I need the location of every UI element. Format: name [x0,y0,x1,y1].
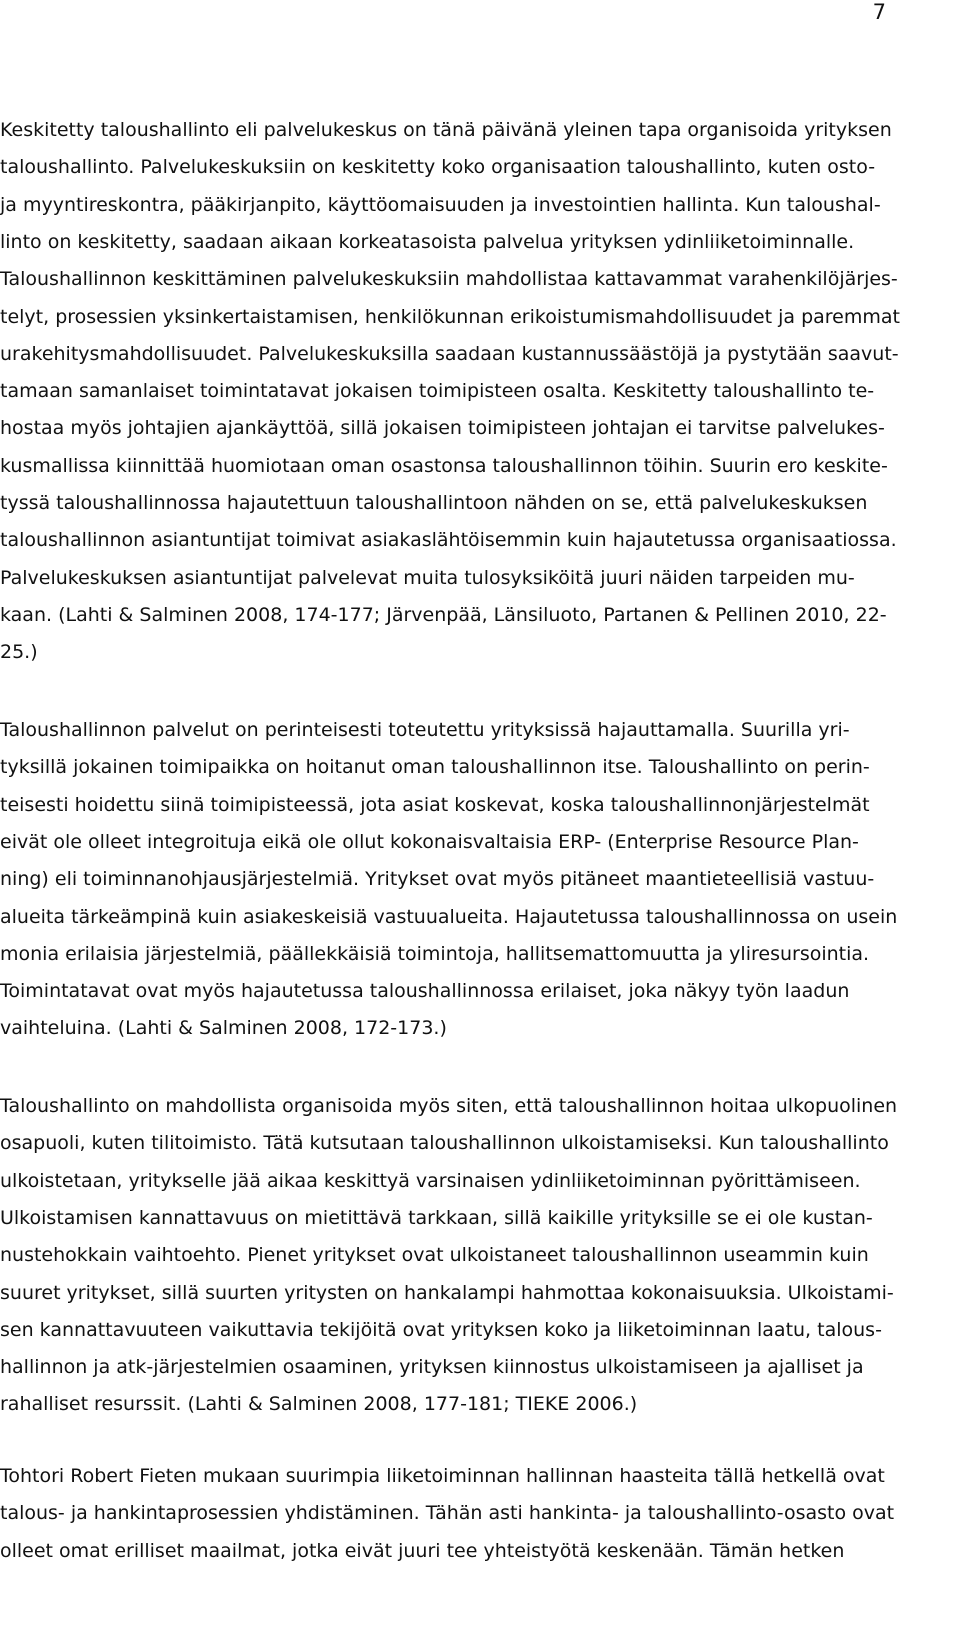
text-line: kusmallissa kiinnittää huomiotaan oman osastonsa taloushallinnon töihin. Suurin ero keskite- [0,455,888,477]
text-line: Taloushallinto on mahdollista organisoida myös siten, että taloushallinnon hoitaa ulkopuolinen [0,1095,898,1117]
text-line: sen kannattavuuteen vaikuttavia tekijöitä ovat yrityksen koko ja liiketoiminnan laatu, talous- [0,1319,882,1341]
text-line: linto on keskitetty, saadaan aikaan korkeatasoista palvelua yrityksen ydinliiketoiminnalle. [0,231,855,253]
text-line: rahalliset resurssit. (Lahti & Salminen 2008, 177-181; TIEKE 2006.) [0,1393,638,1415]
text-line: osapuoli, kuten tilitoimisto. Tätä kutsutaan taloushallinnon ulkoistamiseksi. Kun taloushallinto [0,1132,889,1154]
text-line: alueita tärkeämpinä kuin asiakeskeisiä vastuualueita. Hajautetussa taloushallinnossa on usein [0,906,898,928]
text-line: Toimintatavat ovat myös hajautetussa taloushallinnossa erilaiset, joka näkyy työn laadun [0,980,850,1002]
text-line: Keskitetty taloushallinto eli palvelukeskus on tänä päivänä yleinen tapa organisoida yrityksen [0,119,892,141]
text-line: kaan. (Lahti & Salminen 2008, 174-177; Järvenpää, Länsiluoto, Partanen & Pellinen 2010, 22- [0,604,887,626]
text-line: Tohtori Robert Fieten mukaan suurimpia liiketoiminnan hallinnan haasteita tällä hetkellä ovat [0,1465,885,1487]
text-line: tyksillä jokainen toimipaikka on hoitanut oman taloushallinnon itse. Taloushallinto on perin- [0,756,870,778]
text-line: talous- ja hankintaprosessien yhdistäminen. Tähän asti hankinta- ja taloushallinto-osasto ovat [0,1502,895,1524]
text-line: suuret yritykset, sillä suurten yritysten on hankalampi hahmottaa kokonaisuuksia. Ulkoistami- [0,1282,894,1304]
text-line: teisesti hoidettu siinä toimipisteessä, jota asiat koskevat, koska taloushallinnonjärjestelmät [0,794,870,816]
text-line: taloushallinto. Palvelukeskuksiin on keskitetty koko organisaation taloushallinto, kuten osto- [0,156,876,178]
text-line: ning) eli toiminnanohjausjärjestelmiä. Yritykset ovat myös pitäneet maantieteellisiä vastuu- [0,868,875,890]
text-line: monia erilaisia järjestelmiä, päällekkäisiä toimintoja, hallitsemattomuutta ja yliresursointia. [0,943,870,965]
page-number: 7 [872,0,886,24]
text-line: nustehokkain vaihtoehto. Pienet yritykset ovat ulkoistaneet taloushallinnon useammin kuin [0,1244,869,1266]
text-line: ulkoistetaan, yritykselle jää aikaa keskittyä varsinaisen ydinliiketoiminnan pyörittämiseen. [0,1170,861,1192]
text-line: vaihteluina. (Lahti & Salminen 2008, 172-173.) [0,1017,447,1039]
text-line: Taloushallinnon palvelut on perinteisesti toteutettu yrityksissä hajauttamalla. Suurilla yri- [0,719,850,741]
text-line: Taloushallinnon keskittäminen palvelukeskuksiin mahdollistaa kattavammat varahenkilöjärjes- [0,268,898,290]
text-line: urakehitysmahdollisuudet. Palvelukeskuksilla saadaan kustannussäästöjä ja pystytään saavut- [0,343,899,365]
text-line: tyssä taloushallinnossa hajautettuun taloushallintoon nähden on se, että palvelukeskuksen [0,492,868,514]
text-line: tamaan samanlaiset toimintatavat jokaisen toimipisteen osalta. Keskitetty taloushallinto te- [0,380,875,402]
text-line: ja myyntireskontra, pääkirjanpito, käyttöomaisuuden ja investointien hallinta. Kun taloushal- [0,194,881,216]
text-line: telyt, prosessien yksinkertaistamisen, henkilökunnan erikoistumismahdollisuudet ja paremmat [0,306,900,328]
text-line: hallinnon ja atk-järjestelmien osaaminen, yrityksen kiinnostus ulkoistamiseen ja ajalliset ja [0,1356,864,1378]
text-line: taloushallinnon asiantuntijat toimivat asiakaslähtöisemmin kuin hajautetussa organisaatiossa. [0,529,897,551]
text-line: Ulkoistamisen kannattavuus on mietittävä tarkkaan, sillä kaikille yrityksille se ei ole kustan- [0,1207,873,1229]
text-line: 25.) [0,641,38,663]
text-line: eivät ole olleet integroituja eikä ole ollut kokonaisvaltaisia ERP- (Enterprise Resource Plan- [0,831,859,853]
text-line: olleet omat erilliset maailmat, jotka eivät juuri tee yhteistyötä keskenään. Tämän hetken [0,1540,845,1562]
text-line: hostaa myös johtajien ajankäyttöä, sillä jokaisen toimipisteen johtajan ei tarvitse palvelukes- [0,417,885,439]
text-line: Palvelukeskuksen asiantuntijat palvelevat muita tulosyksiköitä juuri näiden tarpeiden mu- [0,567,855,589]
